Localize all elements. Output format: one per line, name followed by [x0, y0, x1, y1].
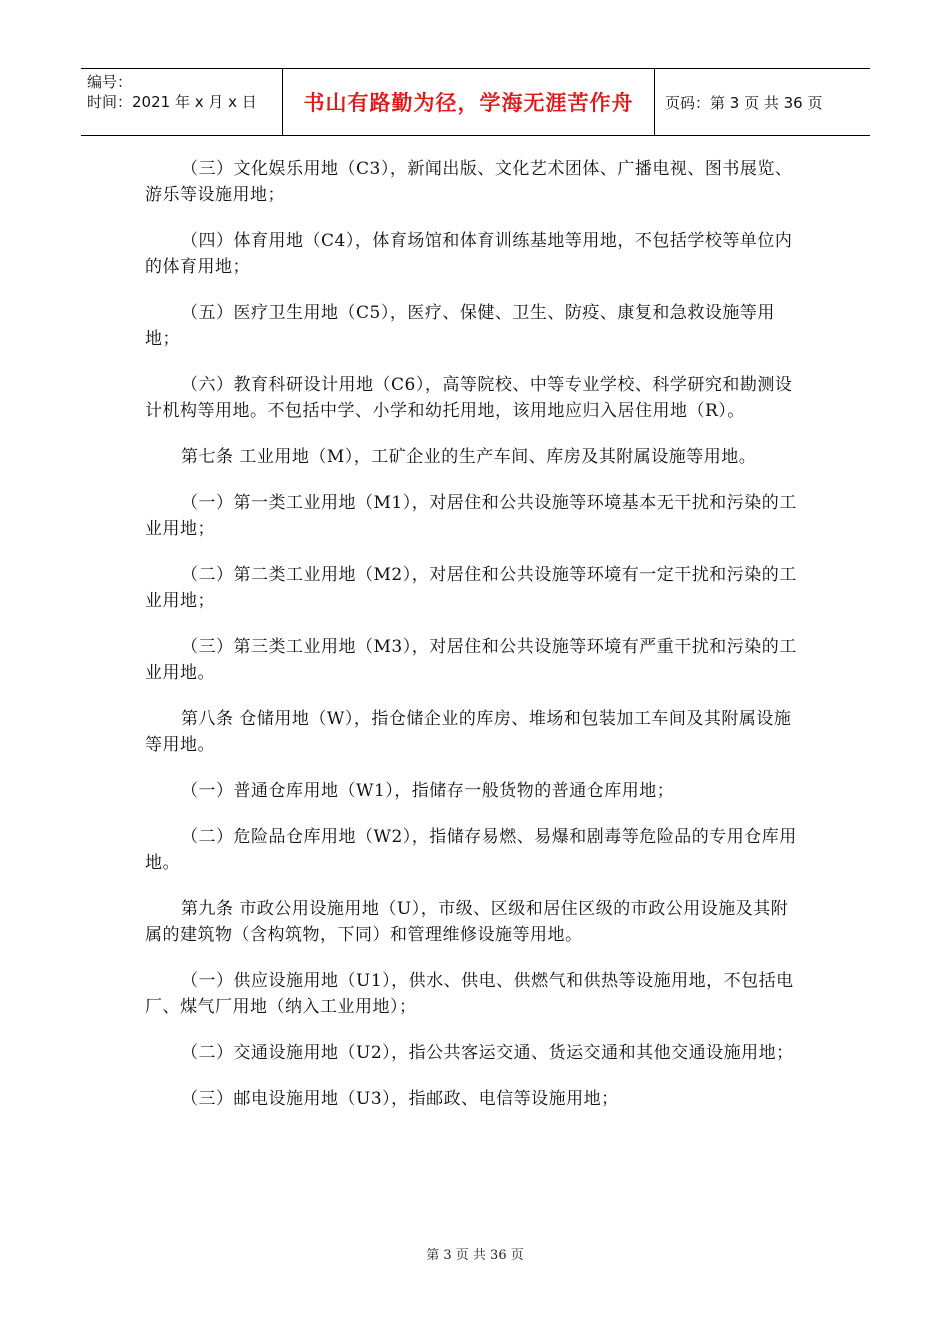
- header-page-info: 页码：第 3 页 共 36 页: [665, 93, 823, 112]
- paragraph: 第八条 仓储用地（W），指仓储企业的库房、堆场和包装加工车间及其附属设施等用地。: [145, 709, 792, 755]
- header-meta: [81, 69, 283, 135]
- paragraph: （五）医疗卫生用地（C5），医疗、保健、卫生、防疫、康复和急救设施等用地；: [145, 303, 775, 349]
- paragraph: （三）邮电设施用地（U3），指邮政、电信等设施用地；: [181, 1089, 619, 1109]
- document-number-label: 编号：: [87, 73, 133, 91]
- paragraph: （二）第二类工业用地（M2），对居住和公共设施等环境有一定干扰和污染的工业用地；: [145, 565, 797, 611]
- document-date: 时间：2021 年 x 月 x 日: [87, 93, 257, 111]
- paragraph: （四）体育用地（C4），体育场馆和体育训练基地等用地，不包括学校等单位内的体育用地；: [145, 231, 793, 277]
- document-body: [145, 156, 797, 1132]
- paragraph: （六）教育科研设计用地（C6），高等院校、中等专业学校、科学研究和勘测设计机构等用地。不包括中学、小学和幼托用地，该用地应归入居住用地（R）。: [145, 375, 793, 421]
- page-header: [81, 68, 870, 136]
- paragraph: 第七条 工业用地（M），工矿企业的生产车间、库房及其附属设施等用地。: [181, 447, 757, 467]
- paragraph: （一）普通仓库用地（W1），指储存一般货物的普通仓库用地；: [181, 781, 675, 801]
- paragraph: （二）交通设施用地（U2），指公共客运交通、货运交通和其他交通设施用地；: [181, 1043, 794, 1063]
- paragraph: （二）危险品仓库用地（W2），指储存易燃、易爆和剧毒等危险品的专用仓库用地。: [145, 827, 797, 873]
- paragraph: （三）第三类工业用地（M3），对居住和公共设施等环境有严重干扰和污染的工业用地。: [145, 637, 797, 683]
- paragraph: （一）第一类工业用地（M1），对居住和公共设施等环境基本无干扰和污染的工业用地；: [145, 493, 797, 539]
- paragraph: （一）供应设施用地（U1），供水、供电、供燃气和供热等设施用地，不包括电厂、煤气厂用地（纳入工业用地）；: [145, 971, 794, 1017]
- page-footer: 第 3 页 共 36 页: [426, 1248, 524, 1263]
- header-motto: 书山有路勤为径，学海无涯苦作舟: [283, 69, 655, 135]
- paragraph: 第九条 市政公用设施用地（U），市级、区级和居住区级的市政公用设施及其附属的建筑物（含构筑物，下同）和管理维修设施等用地。: [145, 899, 789, 945]
- paragraph: （三）文化娱乐用地（C3），新闻出版、文化艺术团体、广播电视、图书展览、游乐等设施用地；: [145, 159, 793, 205]
